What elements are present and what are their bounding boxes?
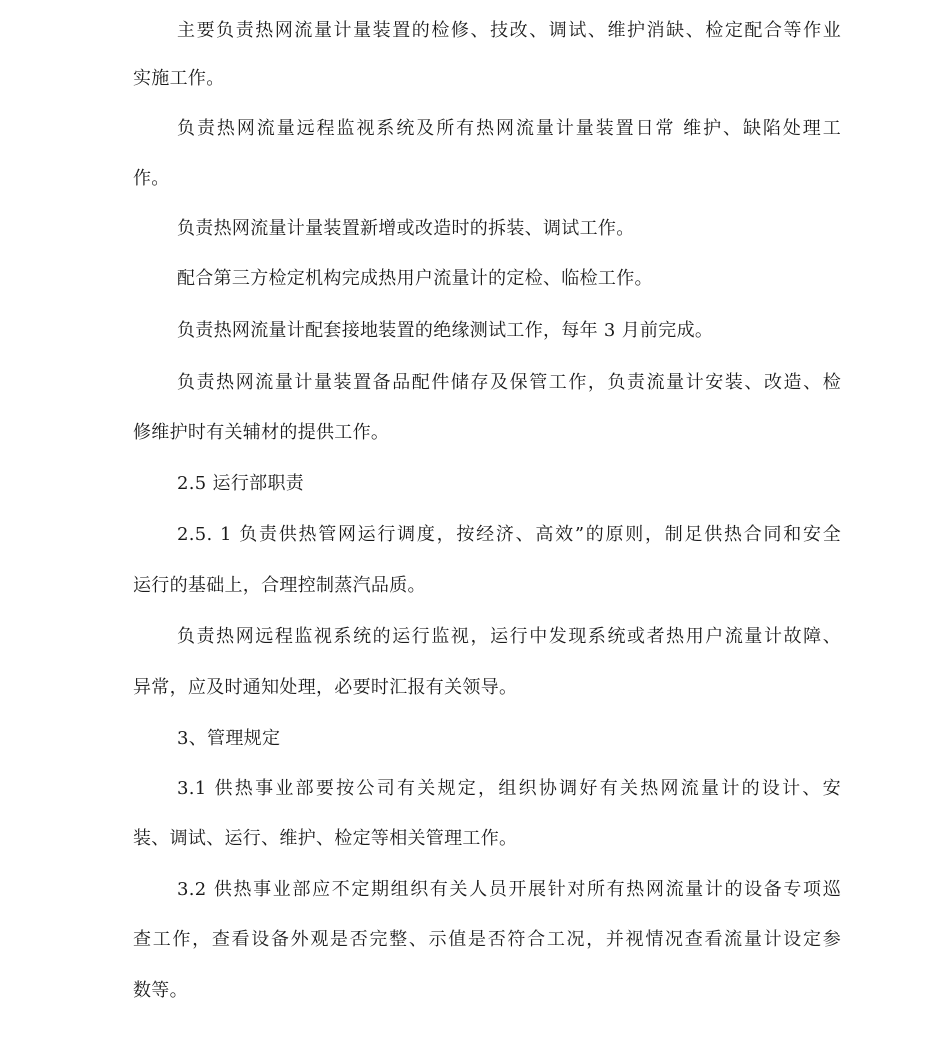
paragraph-line: 运行的基础上，合理控制蒸汽品质。 xyxy=(133,575,426,596)
paragraph-line: 负责热网流量计量装置备品配件储存及保管工作，负责流量计安装、改造、检 xyxy=(177,372,841,393)
paragraph-line: 负责热网流量计配套接地装置的绝缘测试工作，每年 3 月前完成。 xyxy=(177,320,714,341)
paragraph-line: 3.2 供热事业部应不定期组织有关人员开展针对所有热网流量计的设备专项巡 xyxy=(177,879,841,900)
paragraph-line: 作。 xyxy=(133,168,170,189)
paragraph-line: 实施工作。 xyxy=(133,68,225,89)
paragraph-line: 负责热网流量远程监视系统及所有热网流量计量装置日常 维护、缺陷处理工 xyxy=(177,118,841,139)
paragraph-line: 主要负责热网流量计量装置的检修、技改、调试、维护消缺、检定配合等作业 xyxy=(177,20,841,41)
paragraph-line: 修维护时有关辅材的提供工作。 xyxy=(133,422,390,443)
paragraph-line: 数等。 xyxy=(133,980,188,1001)
paragraph-line: 装、调试、运行、维护、检定等相关管理工作。 xyxy=(133,828,518,849)
paragraph-line: 负责热网流量计量装置新增或改造时的拆装、调试工作。 xyxy=(177,218,635,239)
paragraph-line: 3.1 供热事业部要按公司有关规定，组织协调好有关热网流量计的设计、安 xyxy=(177,778,841,799)
section-heading: 3、管理规定 xyxy=(177,728,281,749)
paragraph-line: 异常，应及时通知处理，必要时汇报有关领导。 xyxy=(133,677,518,698)
paragraph-line: 负责热网远程监视系统的运行监视，运行中发现系统或者热用户流量计故障、 xyxy=(177,626,841,647)
paragraph-line: 2.5. 1 负责供热管网运行调度，按经济、高效”的原则，制足供热合同和安全 xyxy=(177,524,841,545)
section-heading: 2.5 运行部职责 xyxy=(177,473,305,494)
paragraph-line: 配合第三方检定机构完成热用户流量计的定检、临检工作。 xyxy=(177,268,653,289)
paragraph-line: 查工作，查看设备外观是否完整、示值是否符合工况，并视情况查看流量计设定参 xyxy=(133,929,841,950)
